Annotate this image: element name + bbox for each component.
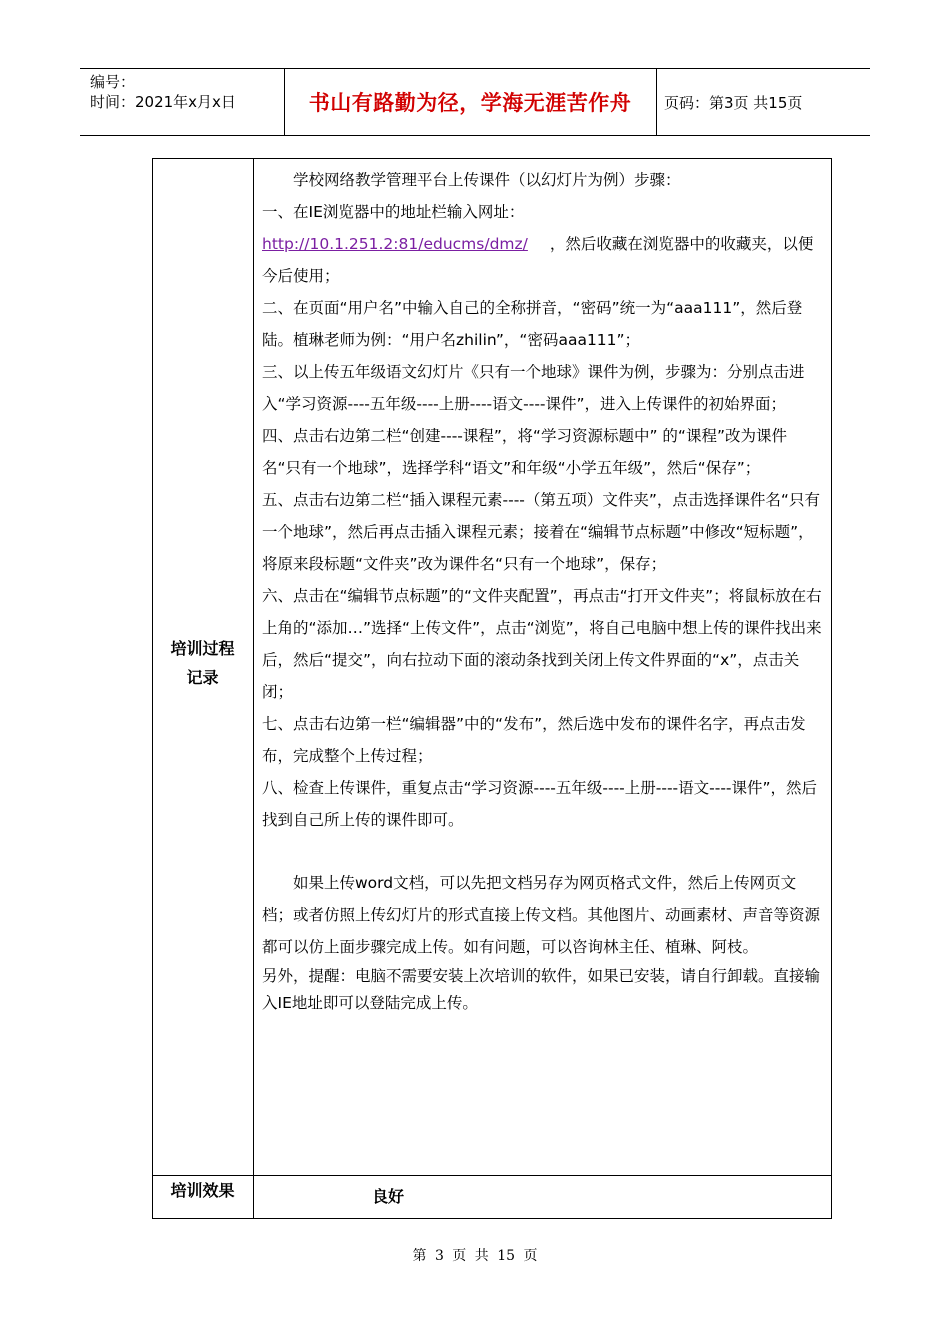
header-divider-right xyxy=(656,68,657,136)
step-4-text: 四、点击右边第二栏“创建----课程”，将“学习资源标题中” 的“课程”改为课件名“只有一个地球”，选择学科“语文”和年级“小学五年级”，然后“保存”； xyxy=(262,427,787,477)
table-row-divider xyxy=(152,1175,832,1176)
process-record-label xyxy=(152,634,253,692)
step-1-text: 一、在IE浏览器中的地址栏输入网址： xyxy=(262,203,525,221)
step-6-text: 六、点击在“编辑节点标题”的“文件夹配置”，再点击“打开文件夹”；将鼠标放在右上角的“添加…”选择“上传文件”，点击“浏览”，将自己电脑中想上传的课件找出来后，然后“提交”，向右拉动下面的滚动条找到关闭上传文件界面的“x”，点击关闭； xyxy=(262,587,822,701)
step-2-text: 二、在页面“用户名”中输入自己的全称拼音，“密码”统一为“aaa111”，然后登陆。植琳老师为例：“用户名zhilin”，“密码aaa111”； xyxy=(262,299,803,349)
document-number-label: 编号： xyxy=(90,73,136,91)
process-record-content xyxy=(262,164,824,1017)
reminder-text: 另外，提醒：电脑不需要安装上次培训的软件，如果已安装，请自行卸载。直接输入IE地址即可以登陆完成上传。 xyxy=(262,967,821,1012)
platform-url-link[interactable]: http://10.1.251.2:81/educms/dmz/ xyxy=(262,235,528,253)
step-1-suffix: ，然后收藏在浏览器中的收藏夹，以便今后使用； xyxy=(262,235,814,285)
page-header xyxy=(80,68,870,136)
page-footer: 第 3 页 共 15 页 xyxy=(412,1248,538,1264)
training-record-table xyxy=(152,158,832,1219)
training-effect-label: 培训效果 xyxy=(170,1181,235,1200)
table-border-right xyxy=(831,158,832,1219)
step-8-text: 八、检查上传课件，重复点击“学习资源----五年级----上册----语文----课件”，然后找到自己所上传的课件即可。 xyxy=(262,779,818,829)
header-meta xyxy=(90,72,236,112)
intro-paragraph: 学校网络教学管理平台上传课件（以幻灯片为例）步骤： xyxy=(293,171,681,189)
word-doc-note: 如果上传word文档，可以先把文档另存为网页格式文件，然后上传网页文档；或者仿照上传幻灯片的形式直接上传文档。其他图片、动画素材、声音等资源都可以仿上面步骤完成上传。如有问题，可以咨询林主任、植琳、阿枝。 xyxy=(262,874,821,956)
table-column-divider xyxy=(253,158,254,1219)
process-record-label-line1: 培训过程 xyxy=(170,639,235,658)
header-page-info: 页码：第3页 共15页 xyxy=(664,93,803,112)
table-border-bottom xyxy=(152,1218,832,1219)
document-time-label: 时间：2021年x月x日 xyxy=(90,93,236,111)
training-effect-value: 良好 xyxy=(372,1187,405,1206)
step-3-text: 三、以上传五年级语文幻灯片《只有一个地球》课件为例，步骤为：分别点击进入“学习资源----五年级----上册----语文----课件”，进入上传课件的初始界面； xyxy=(262,363,805,413)
step-7-text: 七、点击右边第一栏“编辑器”中的“发布”，然后选中发布的课件名字，再点击发布，完成整个上传过程； xyxy=(262,715,806,765)
table-border-top xyxy=(152,158,832,159)
step-1-link-paragraph xyxy=(262,228,824,292)
header-motto: 书山有路勤为径，学海无涯苦作舟 xyxy=(308,91,632,115)
paragraph-spacer xyxy=(262,836,824,867)
step-5-text: 五、点击右边第二栏“插入课程元素----（第五项）文件夹”，点击选择课件名“只有一个地球”，然后再点击插入课程元素；接着在“编辑节点标题”中修改“短标题”，将原来段标题“文件夹”改为课件名“只有一个地球”，保存； xyxy=(262,491,820,573)
process-record-label-line2: 记录 xyxy=(186,668,219,687)
